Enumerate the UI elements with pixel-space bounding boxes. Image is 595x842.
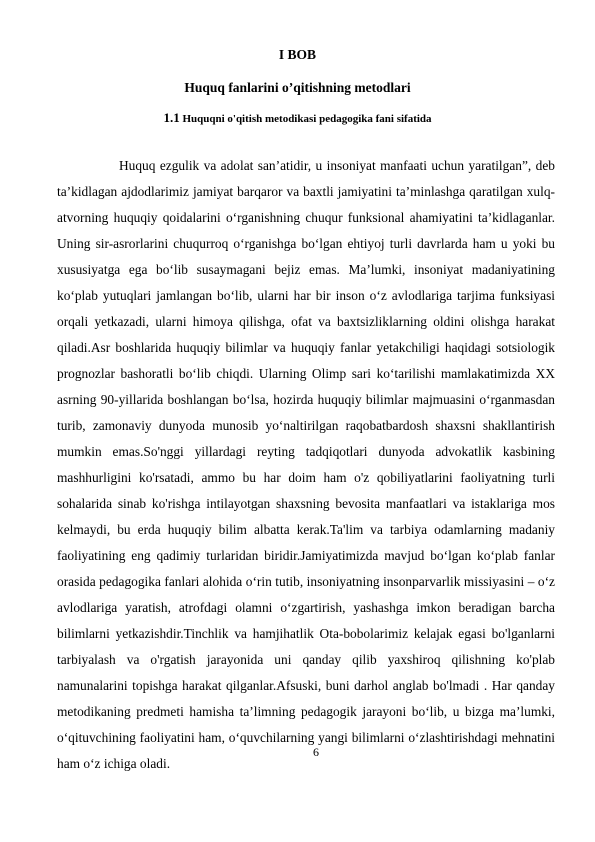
section-title: Huquq fanlarini o’qitishning metodlari [184,80,411,95]
subsection-title: Huquqni o'qitish metodikasi pedagogika fani sifatida [182,113,432,125]
subsection-number: 1.1 [163,110,180,125]
subsection-heading [0,111,595,126]
body-paragraph: Huquq ezgulik va adolat san’atidir, u insoniyat manfaati uchun yaratilgan”, deb ta’kidlagan ajdodlarimiz jamiyat barqaror va baxtli jamiyatini ta’minlashga qaratilgan xulq-atvorning huquqiy qoidalarini o‘rganishning chuqur funksional ahamiyatini ta’kidlaganlar. Uning sir-asrorlarini chuqurroq o‘rganishga bo‘lgan ehtiyoj turli davrlarda ham u yoki bu xususiyatga ega bo‘lib susaymagani bejiz emas. Ma’lumki, insoniyat madaniyatining ko‘plab yutuqlari jamlangan bo‘lib, ularni har bir inson o‘z avlodlariga tarjima funksiyasi orqali yetkazadi, ularni himoya qilishga, ofat va baxtsizliklarning oldini olishga harakat qiladi.Asr boshlarida huquqiy bilimlar va huquqiy fanlar yetakchiligi haqidagi sotsiologik prognozlar bashoratli bo‘lib chiqdi. Ularning Olimp sari ko‘tarilishi mamlakatimizda XX asrning 90-yillarida boshlangan bo‘lsa, hozirda huquqiy bilimlar majmuasini o‘rganmasdan turib, zamonaviy dunyoda munosib yo‘naltirilgan raqobatbardosh shaxsni shakllantirish mumkin emas.So'nggi yillardagi reyting tadqiqotlari dunyoda advokatlik kasbining mashhurligini ko'rsatadi, ammo bu har doim ham o'z qobiliyatlarini faoliyatning turli sohalarida sinab ko'rishga intilayotgan shaxsning bevosita manfaatlari va istaklariga mos kelmaydi, bu erda huquqiy bilim albatta kerak.Ta'lim va tarbiya odamlarning madaniy faoliyatining eng qadimiy turlaridan biridir.Jamiyatimizda mavjud bo‘lgan ko‘plab fanlar orasida pedagogika fanlari alohida o‘rin tutib, insoniyatning insonparvarlik missiyasini – o‘z avlodlariga yaratish, atrofdagi olamni o‘zgartirish, yashashga imkon beradigan barcha bilimlarni yetkazishdir.Tinchlik va hamjihatlik Ota-bobolarimiz kelajak egasi bo'lganlarni tarbiyalash va o'rgatish jarayonida uni qanday qilib yaxshiroq qilishning ko'plab namunalarini topishga harakat qilganlar.Afsuski, buni darhol anglab bo'lmadi . Har qanday metodikaning predmeti hamisha ta’limning pedagogik jarayoni bo‘lib, u bizga ma’lumki, o‘qituvchining faoliyatini ham, o‘quvchilarning yangi bilimlarni o‘zlashtirishdagi mehnatini ham o‘z ichiga oladi. [57,158,555,771]
page-number: 6 [313,745,319,759]
chapter-heading: I BOB [278,47,317,62]
